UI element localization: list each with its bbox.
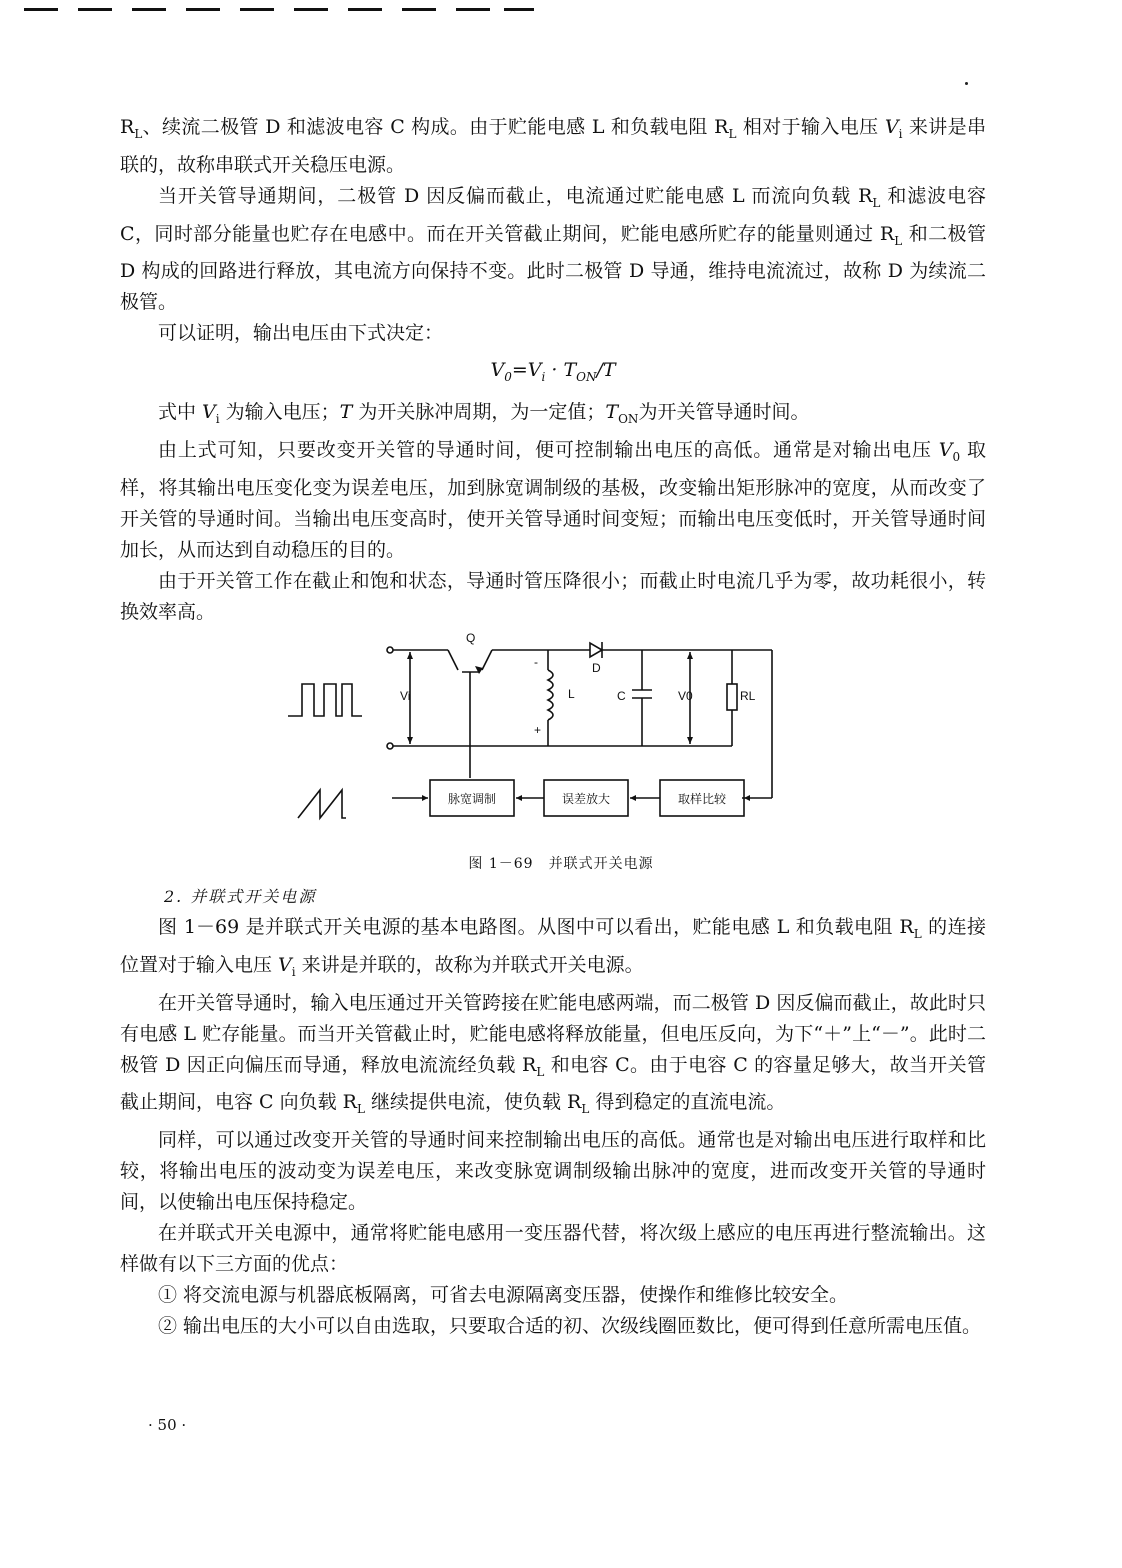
- paragraph: 由上式可知，只要改变开关管的导通时间，便可控制输出电压的高低。通常是对输出电压 $V_0$ 取样，将其输出电压变化变为误差电压，加到脉宽调制级的基极，改变输出矩形脉冲的宽度，从而改变了开关管的导通时间。当输出电压变高时，使开关管导通时间变短；而输出电压变低时，开关管导通时间加长，从而达到自动稳压的目的。: [120, 438, 986, 561]
- label-d: D: [592, 661, 601, 675]
- paragraph: 图 1－69 是并联式开关电源的基本电路图。从图中可以看出，贮能电感 L 和负载电阻 $R_L$ 的连接位置对于输入电压 $V_i$ 来讲是并联的，故称为并联式开关电源。: [120, 916, 986, 979]
- sawtooth-waveform-icon: [298, 790, 346, 818]
- paragraph: 当开关管导通期间，二极管 D 因反偏而截止，电流通过贮能电感 L 而流向负载 $R_L$ 和滤波电容 C，同时部分能量也贮存在电感中。而在开关管截止期间，贮能电感所贮存的能量则通过 $R_L$ 和二极管 D 构成的回路进行释放，其电流方向保持不变。此时二极管 D 导通，维持电流流过，故称 D 为续流二极管。: [120, 184, 986, 314]
- paragraph: 式中 $V_i$ 为输入电压；T 为开关脉冲周期，为一定值；$T_{ON}$为开关管导通时间。: [158, 401, 810, 426]
- label-pwm: 脉宽调制: [447, 792, 497, 806]
- section-heading: 2. 并联式开关电源: [164, 887, 317, 906]
- figure-caption: 图 1－69 并联式开关电源: [468, 856, 654, 872]
- paragraph: 在开关管导通时，输入电压通过开关管跨接在贮能电感两端，而二极管 D 因反偏而截止，故此时只有电感 L 贮存能量。而当开关管截止时，贮能电感将释放能量，但电压反向，为下“＋”上“－”。此时二极管 D 因正向偏压而导通，释放电流流经负载 $R_L$ 和电容 C。由于电容 C 的容量足够大，故当开关管截止期间，电容 C 向负载 $R_L$ 继续提供电流，使负载 $R_L$ 得到稳定的直流电流。: [120, 991, 986, 1117]
- label-c: C: [617, 689, 626, 703]
- label-q: Q: [466, 631, 476, 645]
- paragraph: $R_L$、续流二极管 D 和滤波电容 C 构成。由于贮能电感 L 和负载电阻 $R_L$ 相对于输入电压 $V_i$ 来讲是串联的，故称串联式开关稳压电源。: [120, 116, 986, 176]
- label-l: L: [568, 687, 575, 701]
- paragraph: 可以证明，输出电压由下式决定：: [158, 322, 444, 345]
- formula: $V_0=V_i \cdot T_{ON}/T$: [490, 359, 616, 385]
- paragraph: ② 输出电压的大小可以自由选取，只要取合适的初、次级线圈匝数比，便可得到任意所需电压值。: [158, 1315, 982, 1338]
- input-terminal-bottom: [387, 743, 393, 749]
- label-vi: Vi: [400, 689, 411, 703]
- page-number: · 50 ·: [148, 1416, 187, 1434]
- body-text-bottom: [120, 912, 986, 1342]
- label-error-amp: 误差放大: [561, 792, 611, 806]
- label-minus: -: [534, 655, 538, 669]
- label-vo: V0: [678, 689, 693, 703]
- paragraph: 同样，可以通过改变开关管的导通时间来控制输出电压的高低。通常也是对输出电压进行取样和比较，将输出电压的波动变为误差电压，来改变脉宽调制级输出脉冲的宽度，进而改变开关管的导通时间，以使输出电压保持稳定。: [120, 1129, 986, 1214]
- resistor-icon: [727, 684, 737, 710]
- header-dash-rule: [24, 8, 544, 12]
- paragraph: 由于开关管工作在截止和饱和状态，导通时管压降很小；而截止时电流几乎为零，故功耗很小，转换效率高。: [120, 569, 986, 623]
- label-plus: +: [534, 723, 542, 737]
- pulse-waveform-icon: [288, 684, 362, 716]
- inductor-icon: [548, 670, 553, 720]
- paragraph: ① 将交流电源与机器底板隔离，可省去电源隔离变压器，使操作和维修比较安全。: [158, 1284, 849, 1307]
- diode-icon: [590, 643, 602, 657]
- circuit-diagram: [280, 628, 800, 838]
- label-rl: RL: [740, 689, 756, 703]
- paragraph: 在并联式开关电源中，通常将贮能电感用一变压器代替，将次级上感应的电压再进行整流输出。这样做有以下三方面的优点：: [120, 1222, 986, 1276]
- input-terminal-top: [387, 647, 393, 653]
- body-text-top: [120, 112, 986, 628]
- label-sample-compare: 取样比较: [677, 792, 727, 806]
